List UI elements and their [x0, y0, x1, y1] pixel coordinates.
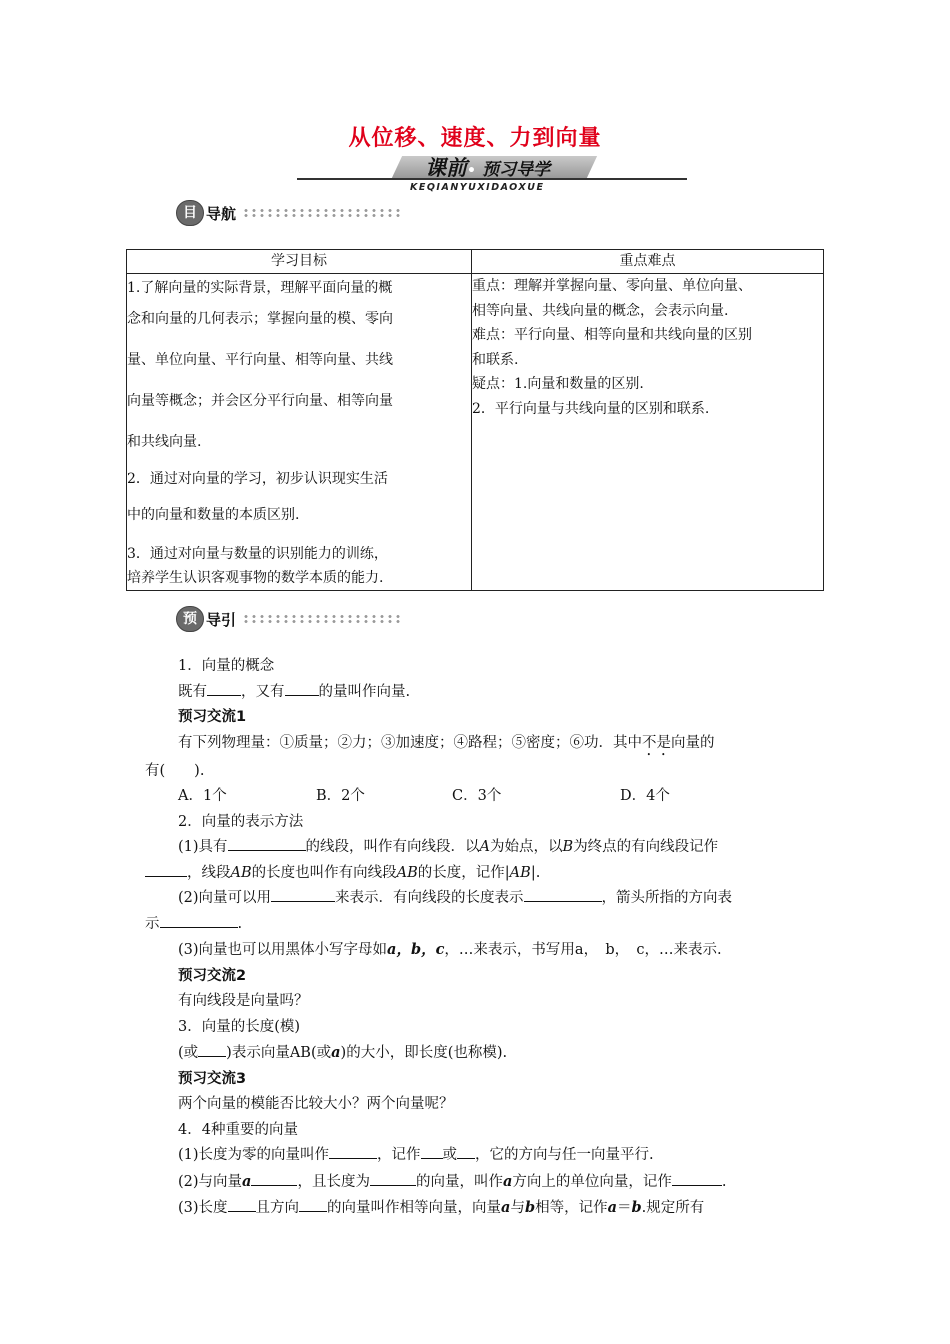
- exercise-title: 预习交流2: [178, 967, 247, 984]
- key-point-line: 重点：理解并掌握向量、零向量、单位向量、: [472, 278, 752, 294]
- section-label-goals: 导航: [206, 204, 237, 223]
- table-header-row: [127, 250, 824, 274]
- text: 的长度，记作|: [417, 864, 510, 881]
- fill-blank[interactable]: [160, 913, 238, 928]
- math-var: a: [607, 1199, 617, 1216]
- representation-1-cont: [145, 861, 815, 887]
- text: 的向量，叫作: [415, 1173, 503, 1190]
- representation-2-cont: [145, 912, 815, 938]
- text: 有下列物理量：①质量；②力；③加速度；④路程；⑤密度；⑥功．其中: [178, 734, 642, 751]
- text: 来表示．有向线段的长度表示: [335, 890, 524, 906]
- fill-blank[interactable]: [524, 887, 602, 902]
- learning-goals-cell: [127, 274, 472, 591]
- text: 既有: [178, 683, 207, 700]
- dotted-rule: [242, 208, 402, 218]
- fill-blank[interactable]: [228, 1197, 256, 1212]
- exercise-title: 预习交流1: [178, 709, 247, 725]
- math-var: AB: [230, 864, 252, 881]
- math-var: a，b，c: [387, 941, 445, 958]
- text: ，…来表示，书写用a， b， c，…来表示.: [444, 942, 722, 958]
- text: ，箭头所指的方向表: [601, 890, 733, 906]
- text: .: [721, 1173, 727, 1190]
- fill-blank[interactable]: [370, 1171, 416, 1186]
- heading-length: 3．向量的长度(模): [178, 1018, 301, 1035]
- text: )的大小，即长度(也称模).: [340, 1045, 508, 1061]
- banner-dot: •: [467, 163, 476, 179]
- text: ，又有: [241, 683, 285, 700]
- text: (2)与向量: [178, 1173, 243, 1190]
- option-b[interactable]: B．2个: [316, 788, 365, 804]
- exercise-question: 两个向量的模能否比较大小？两个向量呢？: [178, 1096, 454, 1112]
- text: 或: [442, 1147, 458, 1163]
- length-text: [145, 1040, 815, 1067]
- representation-3: [145, 937, 815, 964]
- text: 的量叫作向量.: [318, 683, 411, 700]
- section-header-goals: [176, 200, 402, 245]
- text: 方向上的单位向量，记作: [512, 1173, 672, 1190]
- option-d[interactable]: D．4个: [620, 788, 670, 804]
- representation-2: [145, 886, 815, 912]
- heading-concept: 1．向量的概念: [178, 658, 275, 674]
- goal-line: 量、单位向量、平行向量、相等向量、共线: [127, 352, 393, 368]
- math-var: AB: [396, 864, 418, 881]
- goal-line: 念和向量的几何表示；掌握向量的模、零向: [127, 311, 393, 327]
- fill-blank[interactable]: [198, 1042, 226, 1057]
- important-vector-1: [145, 1143, 815, 1169]
- option-c[interactable]: C．3个: [452, 788, 502, 804]
- text: .规定所有: [641, 1200, 705, 1216]
- exercise-question: 有向线段是向量吗？: [178, 993, 309, 1009]
- text: 为始点，以: [490, 839, 563, 855]
- goal-line: 中的向量和数量的本质区别.: [127, 507, 300, 523]
- emphasized-text: 不是: [642, 734, 671, 751]
- text: ＝: [617, 1200, 632, 1216]
- text: (3)长度: [178, 1200, 228, 1216]
- heading-representation: 2．向量的表示方法: [178, 813, 304, 830]
- text: (1)具有: [178, 839, 228, 855]
- math-var: a: [331, 1044, 341, 1061]
- text: ，且长度为: [297, 1173, 370, 1190]
- fill-blank[interactable]: [672, 1171, 722, 1186]
- text: .: [237, 915, 243, 932]
- key-point-line: 2．平行向量与共线向量的区别和联系.: [472, 400, 710, 417]
- goal-line: 2．通过对向量的学习，初步认识现实生活: [127, 471, 388, 487]
- text: |.: [530, 864, 541, 881]
- exercise-title: 预习交流3: [178, 1070, 247, 1087]
- text: 示: [145, 915, 160, 932]
- math-var: a: [502, 1172, 513, 1190]
- text: (1)长度为零的向量叫作: [178, 1147, 330, 1163]
- section-banner: [297, 152, 687, 196]
- text: 相等，记作: [535, 1200, 608, 1216]
- text: (2)向量可以用: [178, 890, 272, 906]
- text: ，它的方向与任一向量平行.: [475, 1147, 654, 1163]
- section-badge-goals: 目标: [176, 200, 204, 226]
- text: 与: [510, 1200, 525, 1216]
- key-points-cell: [472, 274, 824, 591]
- option-a[interactable]: A．1个: [178, 788, 227, 804]
- section-label-preview: 导引: [206, 610, 237, 629]
- goal-line: 1.了解向量的实际背景，理解平面向量的概: [127, 280, 393, 296]
- fill-blank[interactable]: [457, 1144, 475, 1159]
- math-var: b: [631, 1199, 642, 1216]
- goals-table: [126, 249, 824, 591]
- math-var: B: [562, 839, 574, 855]
- text: ，线段: [187, 864, 231, 881]
- text: ，记作: [377, 1147, 421, 1163]
- fill-blank[interactable]: [251, 1171, 297, 1186]
- heading-important-vectors: 4．4种重要的向量: [178, 1121, 298, 1138]
- important-vector-2: [145, 1169, 815, 1196]
- table-header: 学习目标: [127, 250, 472, 274]
- fill-blank[interactable]: [421, 1144, 443, 1159]
- math-var: A: [479, 839, 491, 855]
- exercise-question-end: 有( ).: [145, 762, 205, 779]
- fill-blank[interactable]: [329, 1144, 377, 1159]
- key-point-line: 疑点：1.向量和数量的区别.: [472, 376, 644, 392]
- goal-line: 向量等概念；并会区分平行向量、相等向量: [127, 393, 393, 409]
- representation-1: [145, 835, 815, 861]
- math-var: b: [524, 1199, 536, 1216]
- text: 且方向: [255, 1200, 300, 1216]
- answer-options: [145, 784, 815, 810]
- key-point-line: 相等向量、共线向量的概念，会表示向量.: [472, 302, 729, 319]
- page-title: 从位移、速度、力到向量: [348, 126, 602, 151]
- goal-line: 培养学生认识客观事物的数学本质的能力.: [127, 570, 384, 586]
- key-point-line: 难点：平行向量、相等向量和共线向量的区别: [472, 327, 752, 343]
- math-var: a: [501, 1199, 511, 1216]
- concept-text: [145, 680, 815, 706]
- text: 向量的: [671, 734, 715, 751]
- fill-blank[interactable]: [228, 836, 306, 851]
- text: 为终点的有向线段记作: [573, 839, 719, 855]
- text: (3)向量也可以用黑体小写字母如: [178, 942, 388, 958]
- banner-pinyin: KEQIANYUXIDAOXUE: [410, 182, 545, 193]
- math-var: a: [242, 1172, 252, 1190]
- banner-main-text: [425, 152, 476, 182]
- goal-line: 和共线向量.: [127, 434, 202, 450]
- goal-line: 3．通过对向量与数量的识别能力的训练，: [127, 546, 388, 562]
- fill-blank[interactable]: [299, 1197, 327, 1212]
- fill-blank[interactable]: [145, 862, 187, 877]
- fill-blank[interactable]: [285, 681, 319, 696]
- section-header-preview: [176, 606, 402, 651]
- exercise-question: [145, 731, 815, 759]
- table-header: 重点难点: [472, 250, 824, 274]
- section-badge-preview: 预习: [176, 606, 204, 632]
- banner-main-label: 课前: [425, 156, 467, 180]
- dotted-rule: [242, 614, 402, 624]
- text: )表示向量AB(或: [226, 1045, 332, 1061]
- text: (或: [178, 1045, 199, 1061]
- table-row: [127, 274, 824, 591]
- key-point-line: 和联系.: [472, 351, 519, 368]
- banner-sub-text: 预习导学: [482, 160, 550, 180]
- fill-blank[interactable]: [207, 681, 241, 696]
- important-vector-3: [145, 1195, 815, 1222]
- text: 的向量叫作相等向量，向量: [327, 1200, 502, 1216]
- text: 的线段，叫作有向线段．以: [305, 839, 480, 855]
- preview-content: [145, 654, 815, 1222]
- math-var: AB: [509, 864, 531, 881]
- text: 的长度也叫作有向线段: [251, 864, 397, 881]
- fill-blank[interactable]: [271, 887, 335, 902]
